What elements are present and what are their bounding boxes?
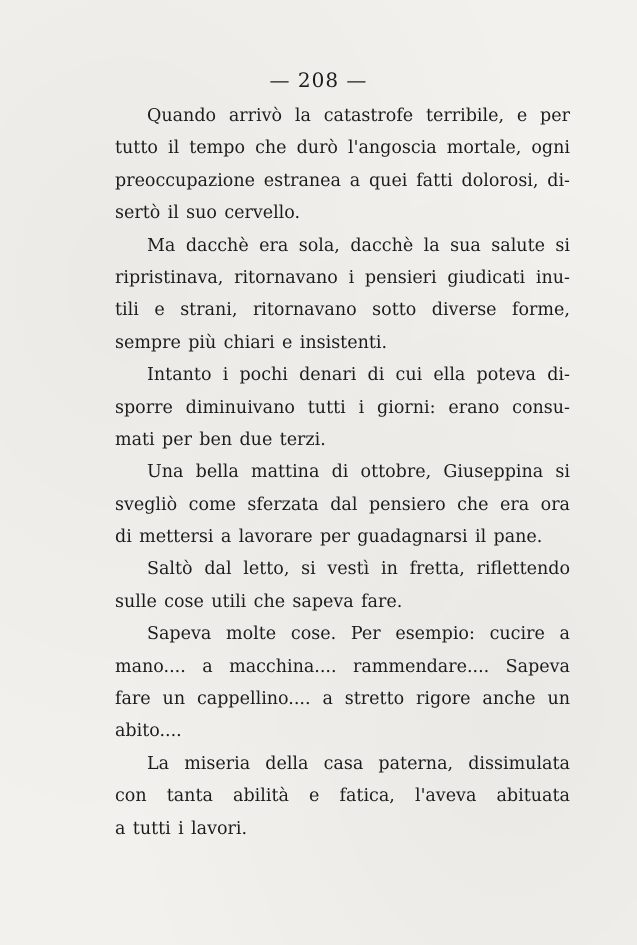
text-line: mati per ben due terzi.: [115, 429, 326, 450]
paragraph: [115, 359, 570, 456]
text-line: Ma dacchè era sola, dacchè la sua salute si: [147, 235, 570, 256]
paragraph: [115, 618, 570, 748]
text-line: La miseria della casa paterna, dissimulata: [147, 753, 570, 774]
text-line: ripristinava, ritornavano i pensieri giudicati inu-: [115, 267, 570, 288]
text-line: fare un cappellino.... a stretto rigore anche un: [115, 689, 570, 710]
paragraph: [115, 230, 570, 360]
text-line: Saltò dal letto, si vestì in fretta, riflettendo: [147, 559, 570, 580]
text-line: abito....: [115, 721, 182, 742]
text-line: sporre diminuivano tutti i giorni: erano consu-: [115, 397, 570, 418]
paragraph: [115, 456, 570, 553]
text-line: Quando arrivò la catastrofe terribile, e per: [147, 106, 570, 126]
text-body: [115, 100, 570, 845]
text-line: preoccupazione estranea a quei fatti dolorosi, di-: [115, 170, 570, 191]
text-line: a tutti i lavori.: [115, 818, 248, 839]
text-line: sempre più chiari e insistenti.: [115, 332, 388, 353]
text-line: Sapeva molte cose. Per esempio: cucire a: [147, 624, 570, 645]
page-number: — 208 —: [269, 68, 368, 92]
paragraph: [115, 553, 570, 618]
text-line: Intanto i pochi denari di cui ella poteva di-: [147, 365, 570, 386]
text-line: sulle cose utili che sapeva fare.: [115, 591, 403, 612]
text-line: mano.... a macchina.... rammendare.... Sapeva: [115, 656, 570, 677]
text-line: sertò il suo cervello.: [115, 203, 301, 224]
text-line: svegliò come sferzata dal pensiero che era ora: [115, 494, 570, 515]
text-line: Una bella mattina di ottobre, Giuseppina si: [147, 462, 570, 483]
text-line: con tanta abilità e fatica, l'aveva abituata: [115, 786, 570, 807]
paragraph: [115, 748, 570, 845]
text-line: di mettersi a lavorare per guadagnarsi il pane.: [115, 527, 543, 548]
text-line: tili e strani, ritornavano sotto diverse forme,: [115, 300, 570, 321]
text-line: tutto il tempo che durò l'angoscia mortale, ogni: [115, 138, 570, 159]
paragraph: [115, 100, 570, 230]
